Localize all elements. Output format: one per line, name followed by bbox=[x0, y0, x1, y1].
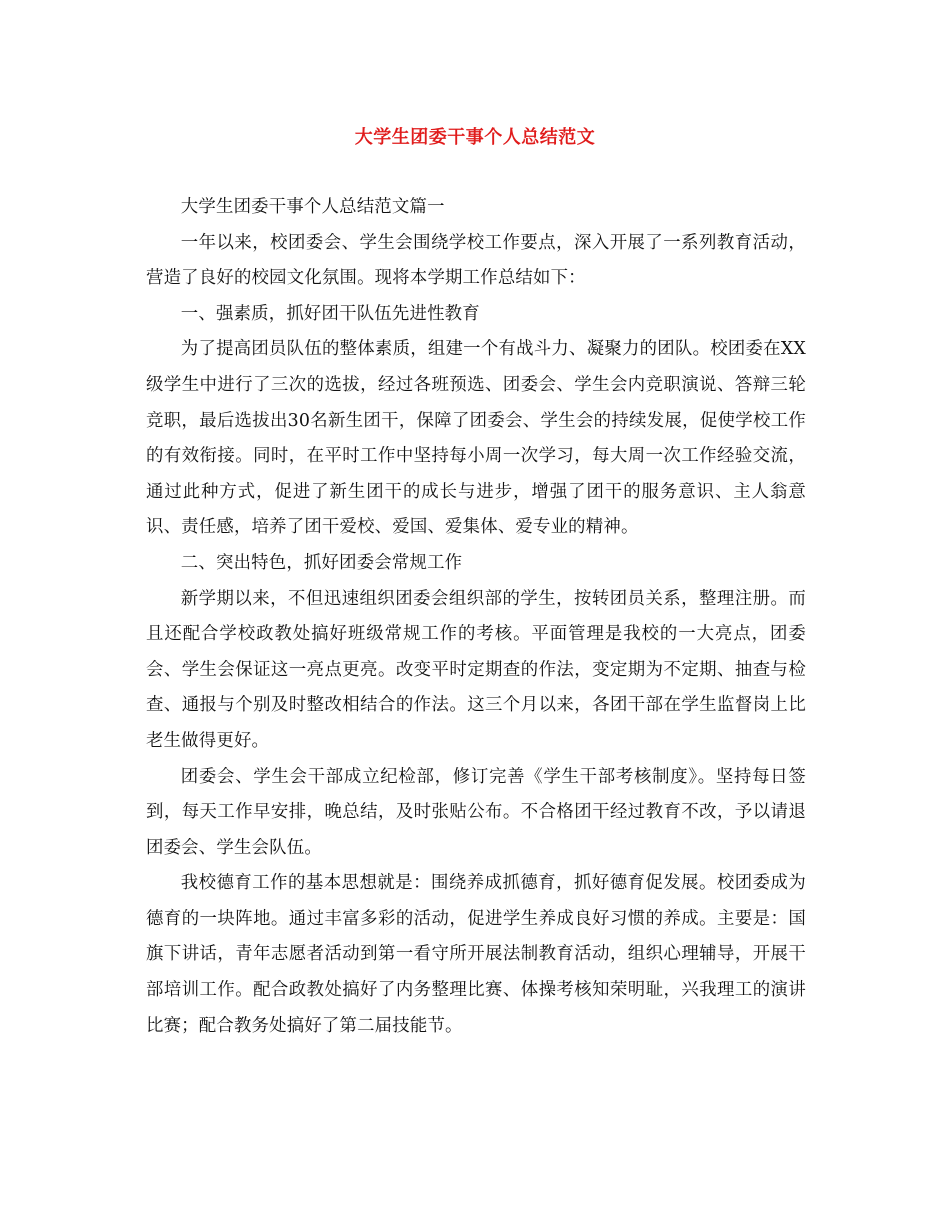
document-title: 大学生团委干事个人总结范文 bbox=[354, 127, 596, 148]
paragraph-routine-work: 新学期以来，不但迅速组织团委会组织部的学生，按转团员关系，整理注册。而且还配合学校政教处搞好班级常规工作的考核。平面管理是我校的一大亮点，团委会、学生会保证这一亮点更亮。改变平时定期查的作法，变定期为不定期、抽查与检查、通报与个别及时整改相结合的作法。这三个月以来，各团干部在学生监督岗上比老生做得更好。 bbox=[146, 588, 806, 751]
paragraph-discipline: 团委会、学生会干部成立纪检部，修订完善《学生干部考核制度》。坚持每日签到，每天工作早安排，晚总结，及时张贴公布。不合格团干经过教育不改，予以请退团委会、学生会队伍。 bbox=[146, 766, 806, 858]
paragraph-moral-education: 我校德育工作的基本思想就是：围绕养成抓德育，抓好德育促发展。校团委成为德育的一块阵地。通过丰富多彩的活动，促进学生养成良好习惯的养成。主要是：国旗下讲话，青年志愿者活动到第一看守所开展法制教育活动，组织心理辅导，开展干部培训工作。配合政教处搞好了内务整理比赛、体操考核知荣明耻，兴我理工的演讲比赛；配合教务处搞好了第二届技能节。 bbox=[146, 873, 806, 1036]
heading-one: 一、强素质，抓好团干队伍先进性教育 bbox=[180, 303, 480, 324]
section-heading-part-one: 大学生团委干事个人总结范文篇一 bbox=[180, 197, 445, 217]
intro-paragraph: 一年以来，校团委会、学生会围绕学校工作要点，深入开展了一系列教育活动，营造了良好的校园文化氛围。现将本学期工作总结如下： bbox=[146, 232, 806, 289]
paragraph-team-quality: 为了提高团员队伍的整体素质，组建一个有战斗力、凝聚力的团队。校团委在XX级学生中进行了三次的选拔，经过各班预选、团委会、学生会内竞职演说、答辩三轮竞职，最后选拔出30名新生团干，保障了团委会、学生会的持续发展，促使学校工作的有效衔接。同时，在平时工作中坚持每小周一次学习，每大周一次工作经验交流，通过此种方式，促进了新生团干的成长与进步，增强了团干的服务意识、主人翁意识、责任感，培养了团干爱校、爱国、爱集体、爱专业的精神。 bbox=[146, 339, 806, 538]
document-body bbox=[146, 190, 806, 1044]
heading-two: 二、突出特色，抓好团委会常规工作 bbox=[180, 552, 463, 573]
